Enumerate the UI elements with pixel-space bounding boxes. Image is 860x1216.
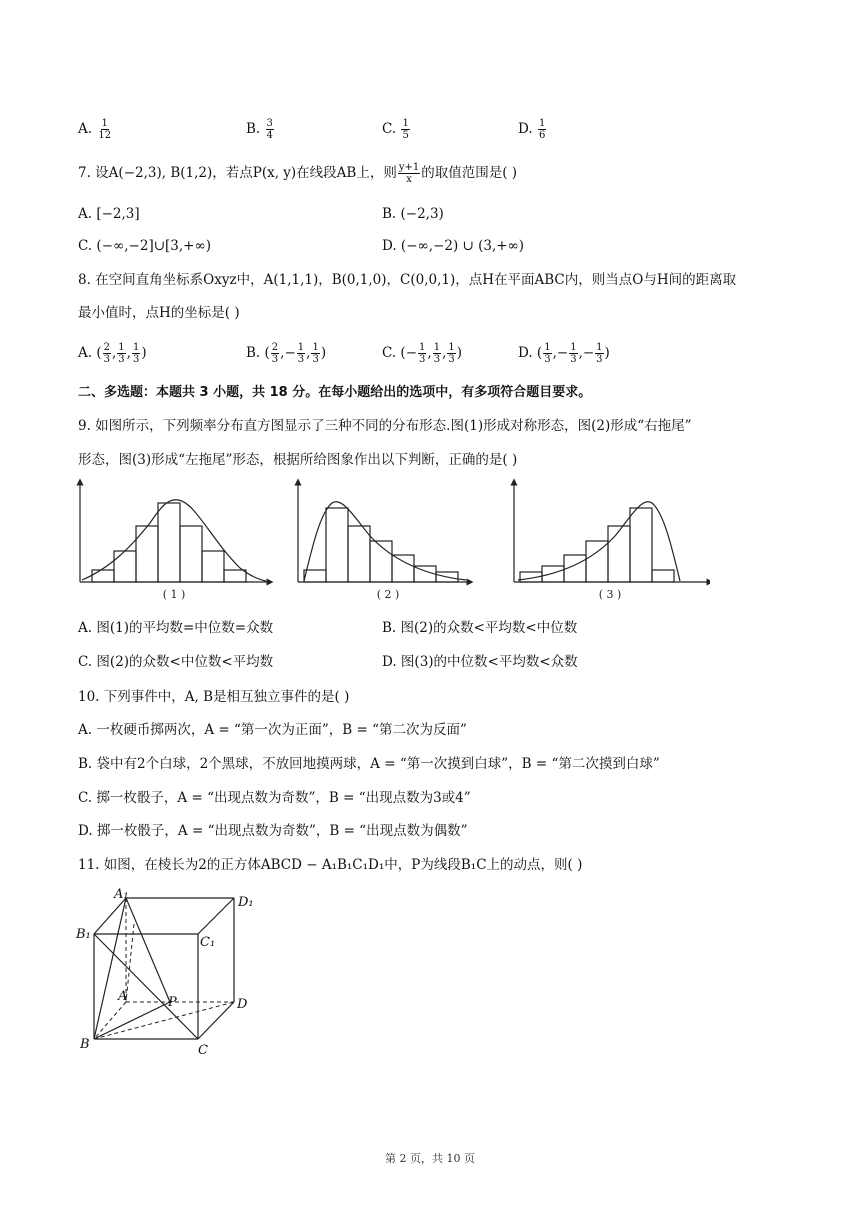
q9-option-c: C. 图(2)的众数<中位数<平均数	[78, 654, 274, 670]
fraction: $\frac{y+1}{x}$	[398, 162, 420, 185]
label-b: B	[80, 1037, 90, 1052]
label-a: A	[118, 989, 128, 1004]
q9-option-d: D. 图(3)的中位数<平均数<众数	[382, 654, 578, 670]
histogram-3	[514, 482, 710, 582]
fraction: $\frac{1}{5}$	[402, 118, 409, 141]
q6-option-b: B. $\frac{3}{4}$	[246, 118, 273, 141]
q6-option-d: D. $\frac{1}{6}$	[518, 118, 546, 141]
q7-option-d: D. (−∞,−2) ∪ (3,+∞)	[382, 238, 525, 254]
page-footer: 第 2 页，共 10 页	[385, 1152, 475, 1165]
q8-stem-line2: 最小值时，点H的坐标是( )	[78, 305, 240, 321]
figure-label-3: ( 3 )	[598, 588, 622, 601]
label-d1: D₁	[238, 895, 254, 910]
q7-option-b: B. (−2,3)	[382, 206, 444, 222]
q10-option-c: C. 掷一枚骰子，A = “出现点数为奇数”，B = “出现点数为3或4”	[78, 790, 471, 806]
figure-label-2: ( 2 )	[376, 588, 400, 601]
label-b1: B₁	[76, 927, 91, 942]
q11-stem: 11. 如图，在棱长为2的正方体ABCD − A₁B₁C₁D₁中，P为线段B₁C上的动点，则( )	[78, 857, 583, 873]
q8-option-a: A. ( $\frac{2}{3}$ , $\frac{1}{3}$ , $\frac{1}{3}$ )	[78, 342, 147, 365]
q10-option-a: A. 一枚硬币掷两次，A = “第一次为正面”，B = “第二次为反面”	[78, 722, 467, 738]
q7-stem: 7. 设A(−2,3), B(1,2)，若点P(x, y)在线段AB上，则 $\frac{y+1}{x}$ 的取值范围是( )	[78, 162, 518, 185]
label-p: P	[168, 995, 177, 1010]
q6-option-a: A. $\frac{1}{12}$	[78, 118, 112, 141]
q8-option-b: B. ( $\frac{2}{3}$ ,− $\frac{1}{3}$ , $\frac{1}{3}$ )	[246, 342, 327, 365]
cube-figure	[74, 884, 274, 1059]
histogram-1	[80, 482, 270, 582]
histogram-2	[298, 482, 470, 582]
q9-option-b: B. 图(2)的众数<平均数<中位数	[382, 620, 578, 636]
label-c1: C₁	[200, 935, 216, 950]
q9-stem-line1: 9. 如图所示，下列频率分布直方图显示了三种不同的分布形态.图(1)形成对称形态，图(2)形成“右拖尾”	[78, 418, 692, 434]
histogram-figures	[70, 478, 710, 606]
q6-option-c: C. $\frac{1}{5}$	[382, 118, 409, 141]
q9-stem-line2: 形态，图(3)形成“左拖尾”形态，根据所给图象作出以下判断，正确的是( )	[78, 452, 518, 468]
fraction: $\frac{1}{12}$	[98, 118, 112, 141]
fraction: $\frac{1}{6}$	[538, 118, 546, 141]
q10-option-d: D. 掷一枚骰子，A = “出现点数为奇数”，B = “出现点数为偶数”	[78, 823, 468, 839]
label-d: D	[237, 997, 248, 1012]
q8-option-d: D. ( $\frac{1}{3}$ ,− $\frac{1}{3}$ ,− $\frac{1}{3}$ )	[518, 342, 610, 365]
label-c: C	[198, 1043, 208, 1058]
figure-label-1: ( 1 )	[162, 588, 186, 601]
q8-stem-line1: 8. 在空间直角坐标系Oxyz中，A(1,1,1)，B(0,1,0)，C(0,0,1)，点H在平面ABC内，则当点O与H间的距离取	[78, 272, 737, 288]
q7-option-a: A. [−2,3]	[78, 206, 140, 222]
q7-option-c: C. (−∞,−2]∪[3,+∞)	[78, 238, 211, 254]
section-heading: 二、多选题：本题共 3 小题，共 18 分。在每小题给出的选项中，有多项符合题目要求。	[78, 385, 592, 400]
q10-stem: 10. 下列事件中，A, B是相互独立事件的是( )	[78, 689, 350, 705]
q9-option-a: A. 图(1)的平均数=中位数=众数	[78, 620, 274, 636]
q10-option-b: B. 袋中有2个白球，2个黑球，不放回地摸两球，A = “第一次摸到白球”，B = “第二次摸到白球”	[78, 756, 660, 772]
label-a1: A₁	[114, 887, 129, 902]
fraction: $\frac{3}{4}$	[266, 118, 273, 141]
q8-option-c: C. (− $\frac{1}{3}$ , $\frac{1}{3}$ , $\frac{1}{3}$ )	[382, 342, 463, 365]
